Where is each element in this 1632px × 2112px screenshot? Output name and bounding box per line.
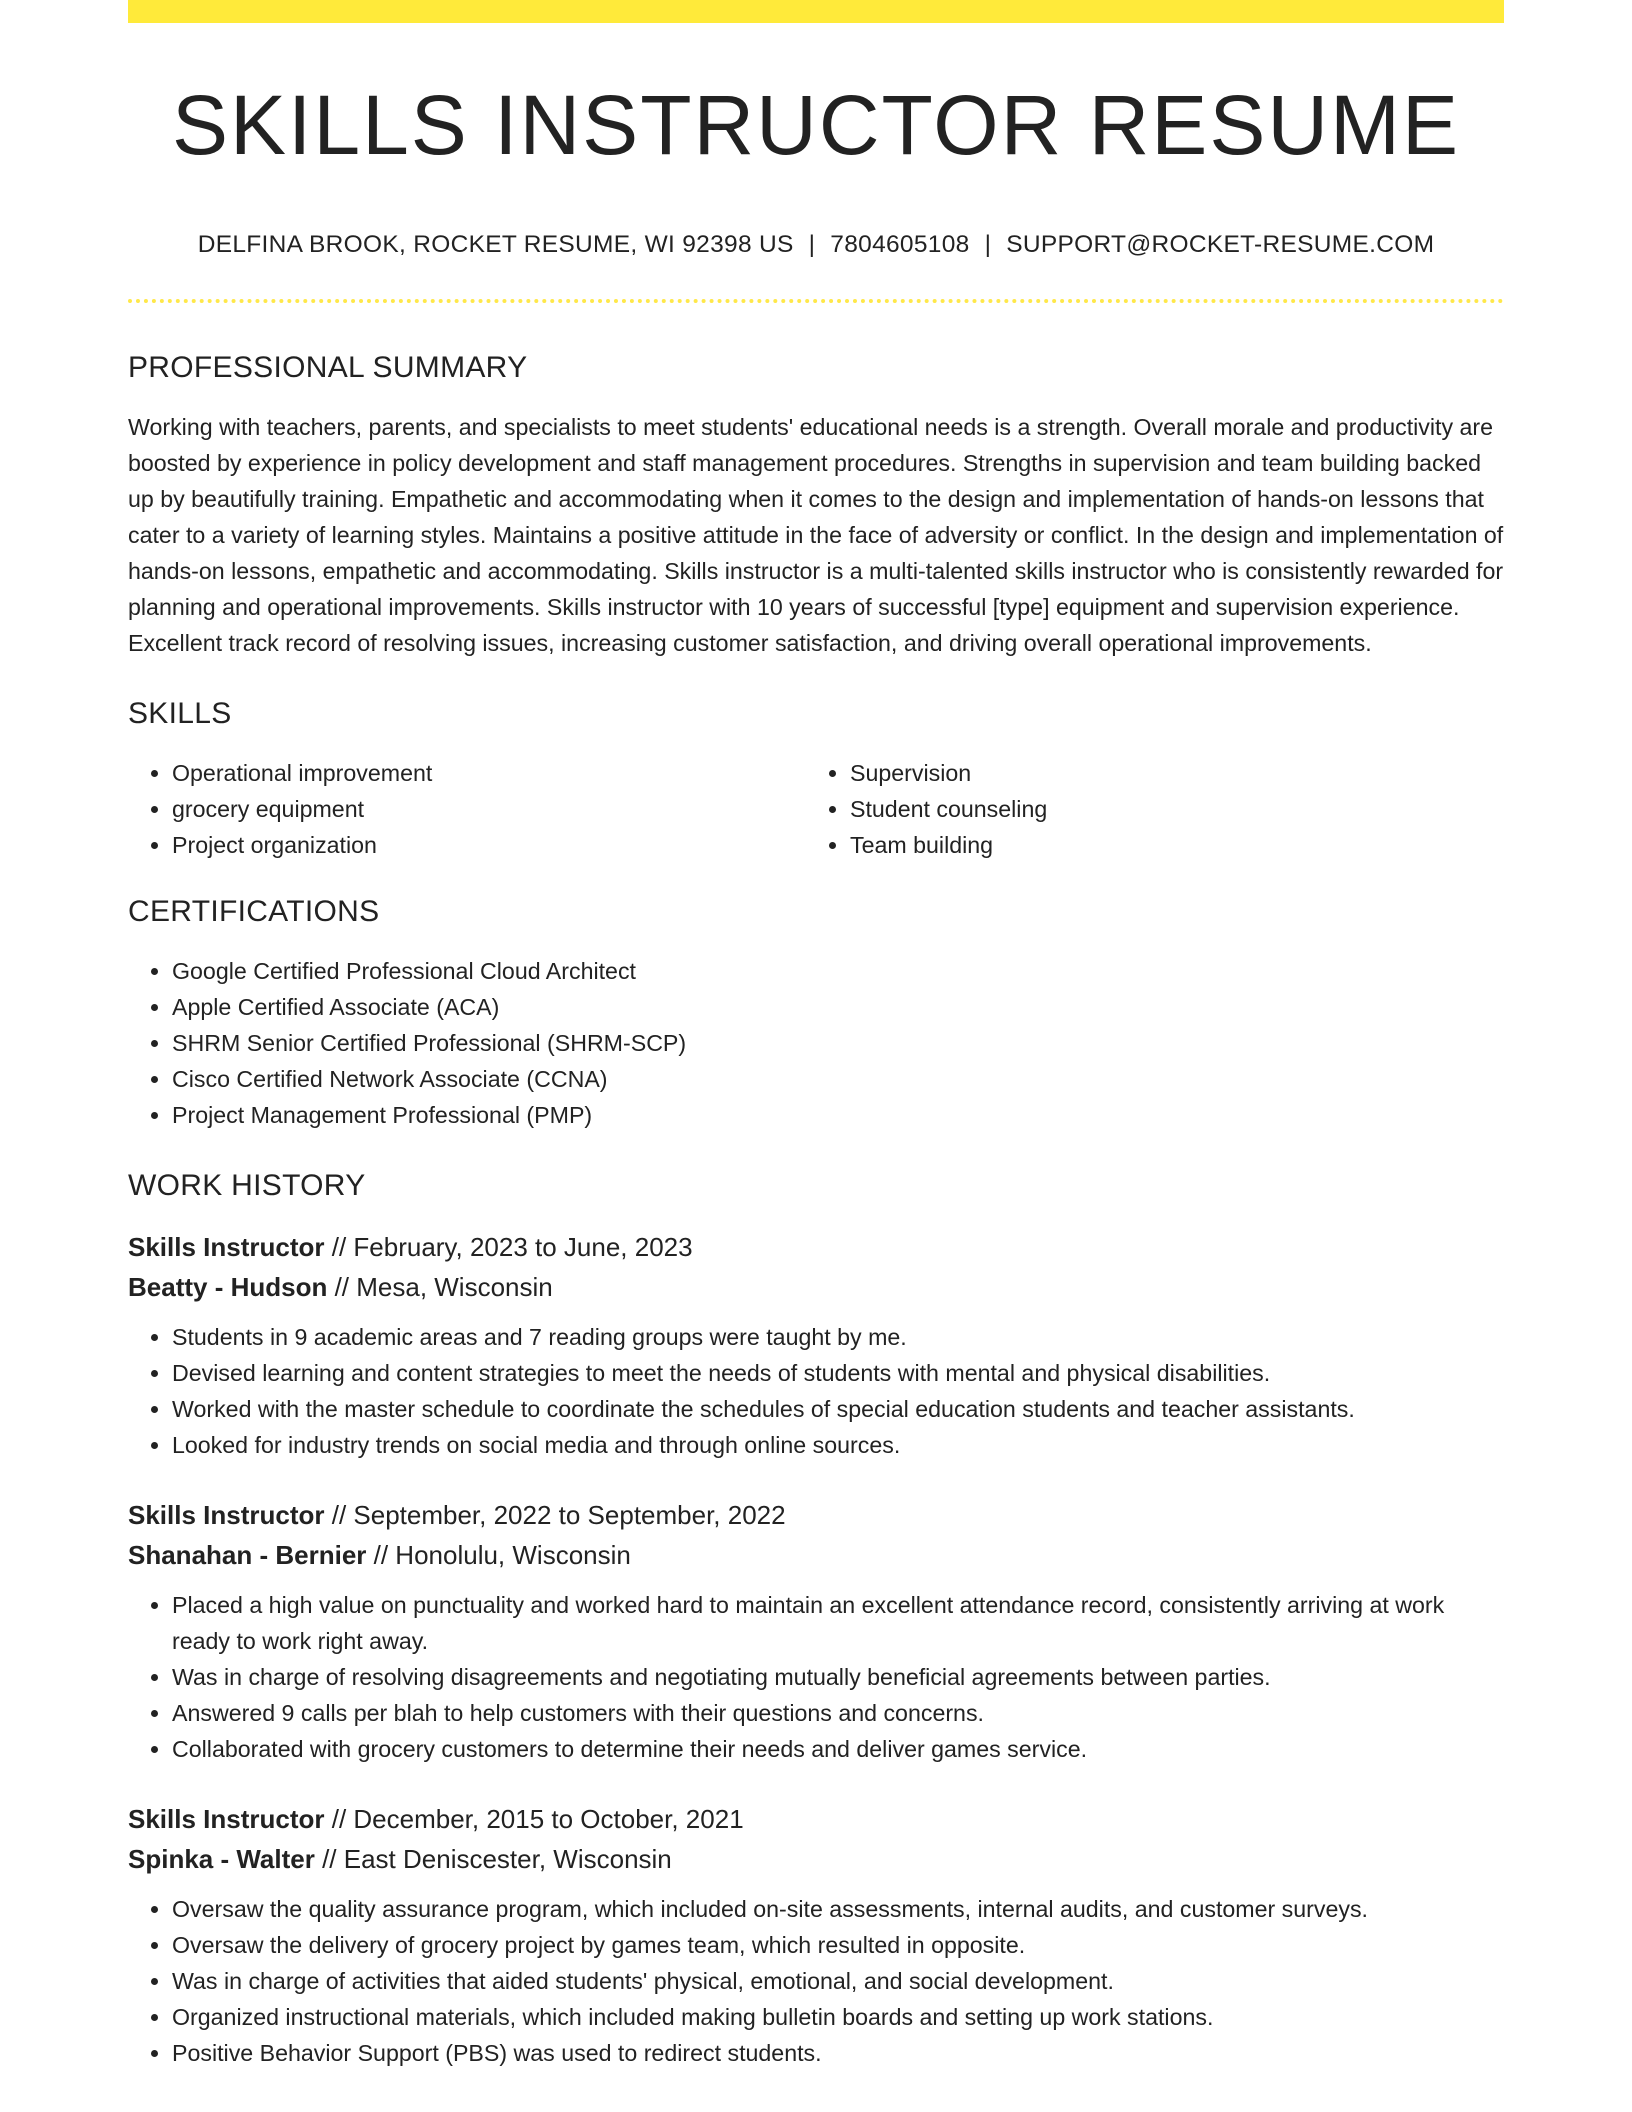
job-company-line <box>128 1535 1504 1575</box>
job-bullets <box>128 1891 1504 2071</box>
job-company: Shanahan - Bernier <box>128 1540 367 1570</box>
job-bullet: • Positive Behavior Support (PBS) was used to redirect students. <box>172 2035 1504 2071</box>
job-bullet: • Oversaw the quality assurance program, which included on-site assessments, internal audits, and customer surveys. <box>172 1891 1504 1927</box>
job-bullet: • Was in charge of resolving disagreements and negotiating mutually beneficial agreements between parties. <box>172 1659 1504 1695</box>
job-title-line <box>128 1799 1504 1839</box>
contact-separator: | <box>984 231 992 258</box>
job-bullet: • Organized instructional materials, which included making bulletin boards and setting up work stations. <box>172 1999 1504 2035</box>
job-title-line <box>128 1495 1504 1535</box>
job-location: // Honolulu, Wisconsin <box>366 1540 631 1570</box>
job-title: Skills Instructor <box>128 1804 325 1834</box>
job-company-line <box>128 1839 1504 1879</box>
contact-email: SUPPORT@ROCKET-RESUME.COM <box>1006 231 1435 258</box>
job-location: // Mesa, Wisconsin <box>327 1272 553 1302</box>
job-bullet: • Worked with the master schedule to coordinate the schedules of special education students and teacher assistants. <box>172 1391 1504 1427</box>
job-entry <box>128 1799 1504 2071</box>
job-title: Skills Instructor <box>128 1232 325 1262</box>
job-bullet: • Placed a high value on punctuality and worked hard to maintain an excellent attendance record, consistently arriving at work ready to work right away. <box>172 1587 1504 1659</box>
skill-item: • Project organization <box>172 827 806 863</box>
skills-column-right <box>806 755 1484 863</box>
contact-phone: 7804605108 <box>830 231 970 258</box>
page-title: SKILLS INSTRUCTOR RESUME <box>171 78 1461 172</box>
job-bullet: • Collaborated with grocery customers to determine their needs and deliver games service. <box>172 1731 1504 1767</box>
job-bullet: • Was in charge of activities that aided students' physical, emotional, and social development. <box>172 1963 1504 1999</box>
work-history-heading: WORK HISTORY <box>128 1169 366 1202</box>
job-bullet: • Oversaw the delivery of grocery project by games team, which resulted in opposite. <box>172 1927 1504 1963</box>
job-title: Skills Instructor <box>128 1500 325 1530</box>
accent-bar <box>128 0 1504 23</box>
contact-separator: | <box>808 231 816 258</box>
job-company: Beatty - Hudson <box>128 1272 328 1302</box>
job-bullet: • Looked for industry trends on social media and through online sources. <box>172 1427 1504 1463</box>
job-entry <box>128 1227 1504 1463</box>
job-bullets <box>128 1587 1504 1767</box>
certification-item: • SHRM Senior Certified Professional (SHRM-SCP) <box>172 1025 1504 1061</box>
job-dates: // December, 2015 to October, 2021 <box>324 1804 744 1834</box>
job-entry <box>128 1495 1504 1767</box>
job-bullet: • Devised learning and content strategies to meet the needs of students with mental and physical disabilities. <box>172 1355 1504 1391</box>
job-dates: // February, 2023 to June, 2023 <box>324 1232 693 1262</box>
dotted-divider <box>128 299 1504 303</box>
summary-text: Working with teachers, parents, and specialists to meet students' educational needs is a strength. Overall morale and productivity are boosted by experience in policy development and staff management procedures. Strengths in supervision and team building backed up by beautifully training. Empathetic and accommodating when it comes to the design and implementation of hands-on lessons that cater to a variety of learning styles. Maintains a positive attitude in the face of adversity or conflict. In the design and implementation of hands-on lessons, empathetic and accommodating. Skills instructor is a multi-talented skills instructor who is consistently rewarded for planning and operational improvements. Skills instructor with 10 years of successful [type] equipment and supervision experience. Excellent track record of resolving issues, increasing customer satisfaction, and driving overall operational improvements. <box>128 414 1504 656</box>
skill-item: • Team building <box>850 827 1484 863</box>
contact-address: DELFINA BROOK, ROCKET RESUME, WI 92398 US <box>197 231 794 258</box>
contact-line <box>128 231 1504 259</box>
job-title-line <box>128 1227 1504 1267</box>
skill-item: • Operational improvement <box>172 755 806 791</box>
skills-grid <box>128 755 1504 863</box>
certifications-list <box>128 953 1504 1133</box>
job-bullet: • Answered 9 calls per blah to help customers with their questions and concerns. <box>172 1695 1504 1731</box>
certification-item: • Cisco Certified Network Associate (CCNA) <box>172 1061 1504 1097</box>
skill-item: • Supervision <box>850 755 1484 791</box>
certification-item: • Apple Certified Associate (ACA) <box>172 989 1504 1025</box>
job-bullets <box>128 1319 1504 1463</box>
resume-page <box>128 0 1504 2071</box>
job-company-line <box>128 1267 1504 1307</box>
skill-item: • grocery equipment <box>172 791 806 827</box>
skills-heading: SKILLS <box>128 697 232 730</box>
skill-item: • Student counseling <box>850 791 1484 827</box>
skills-column-left <box>128 755 806 863</box>
job-dates: // September, 2022 to September, 2022 <box>324 1500 786 1530</box>
certification-item: • Project Management Professional (PMP) <box>172 1097 1504 1133</box>
certification-item: • Google Certified Professional Cloud Architect <box>172 953 1504 989</box>
job-location: // East Deniscester, Wisconsin <box>314 1844 672 1874</box>
certifications-heading: CERTIFICATIONS <box>128 895 380 928</box>
job-company: Spinka - Walter <box>128 1844 315 1874</box>
job-bullet: • Students in 9 academic areas and 7 reading groups were taught by me. <box>172 1319 1504 1355</box>
summary-heading: PROFESSIONAL SUMMARY <box>128 351 528 384</box>
